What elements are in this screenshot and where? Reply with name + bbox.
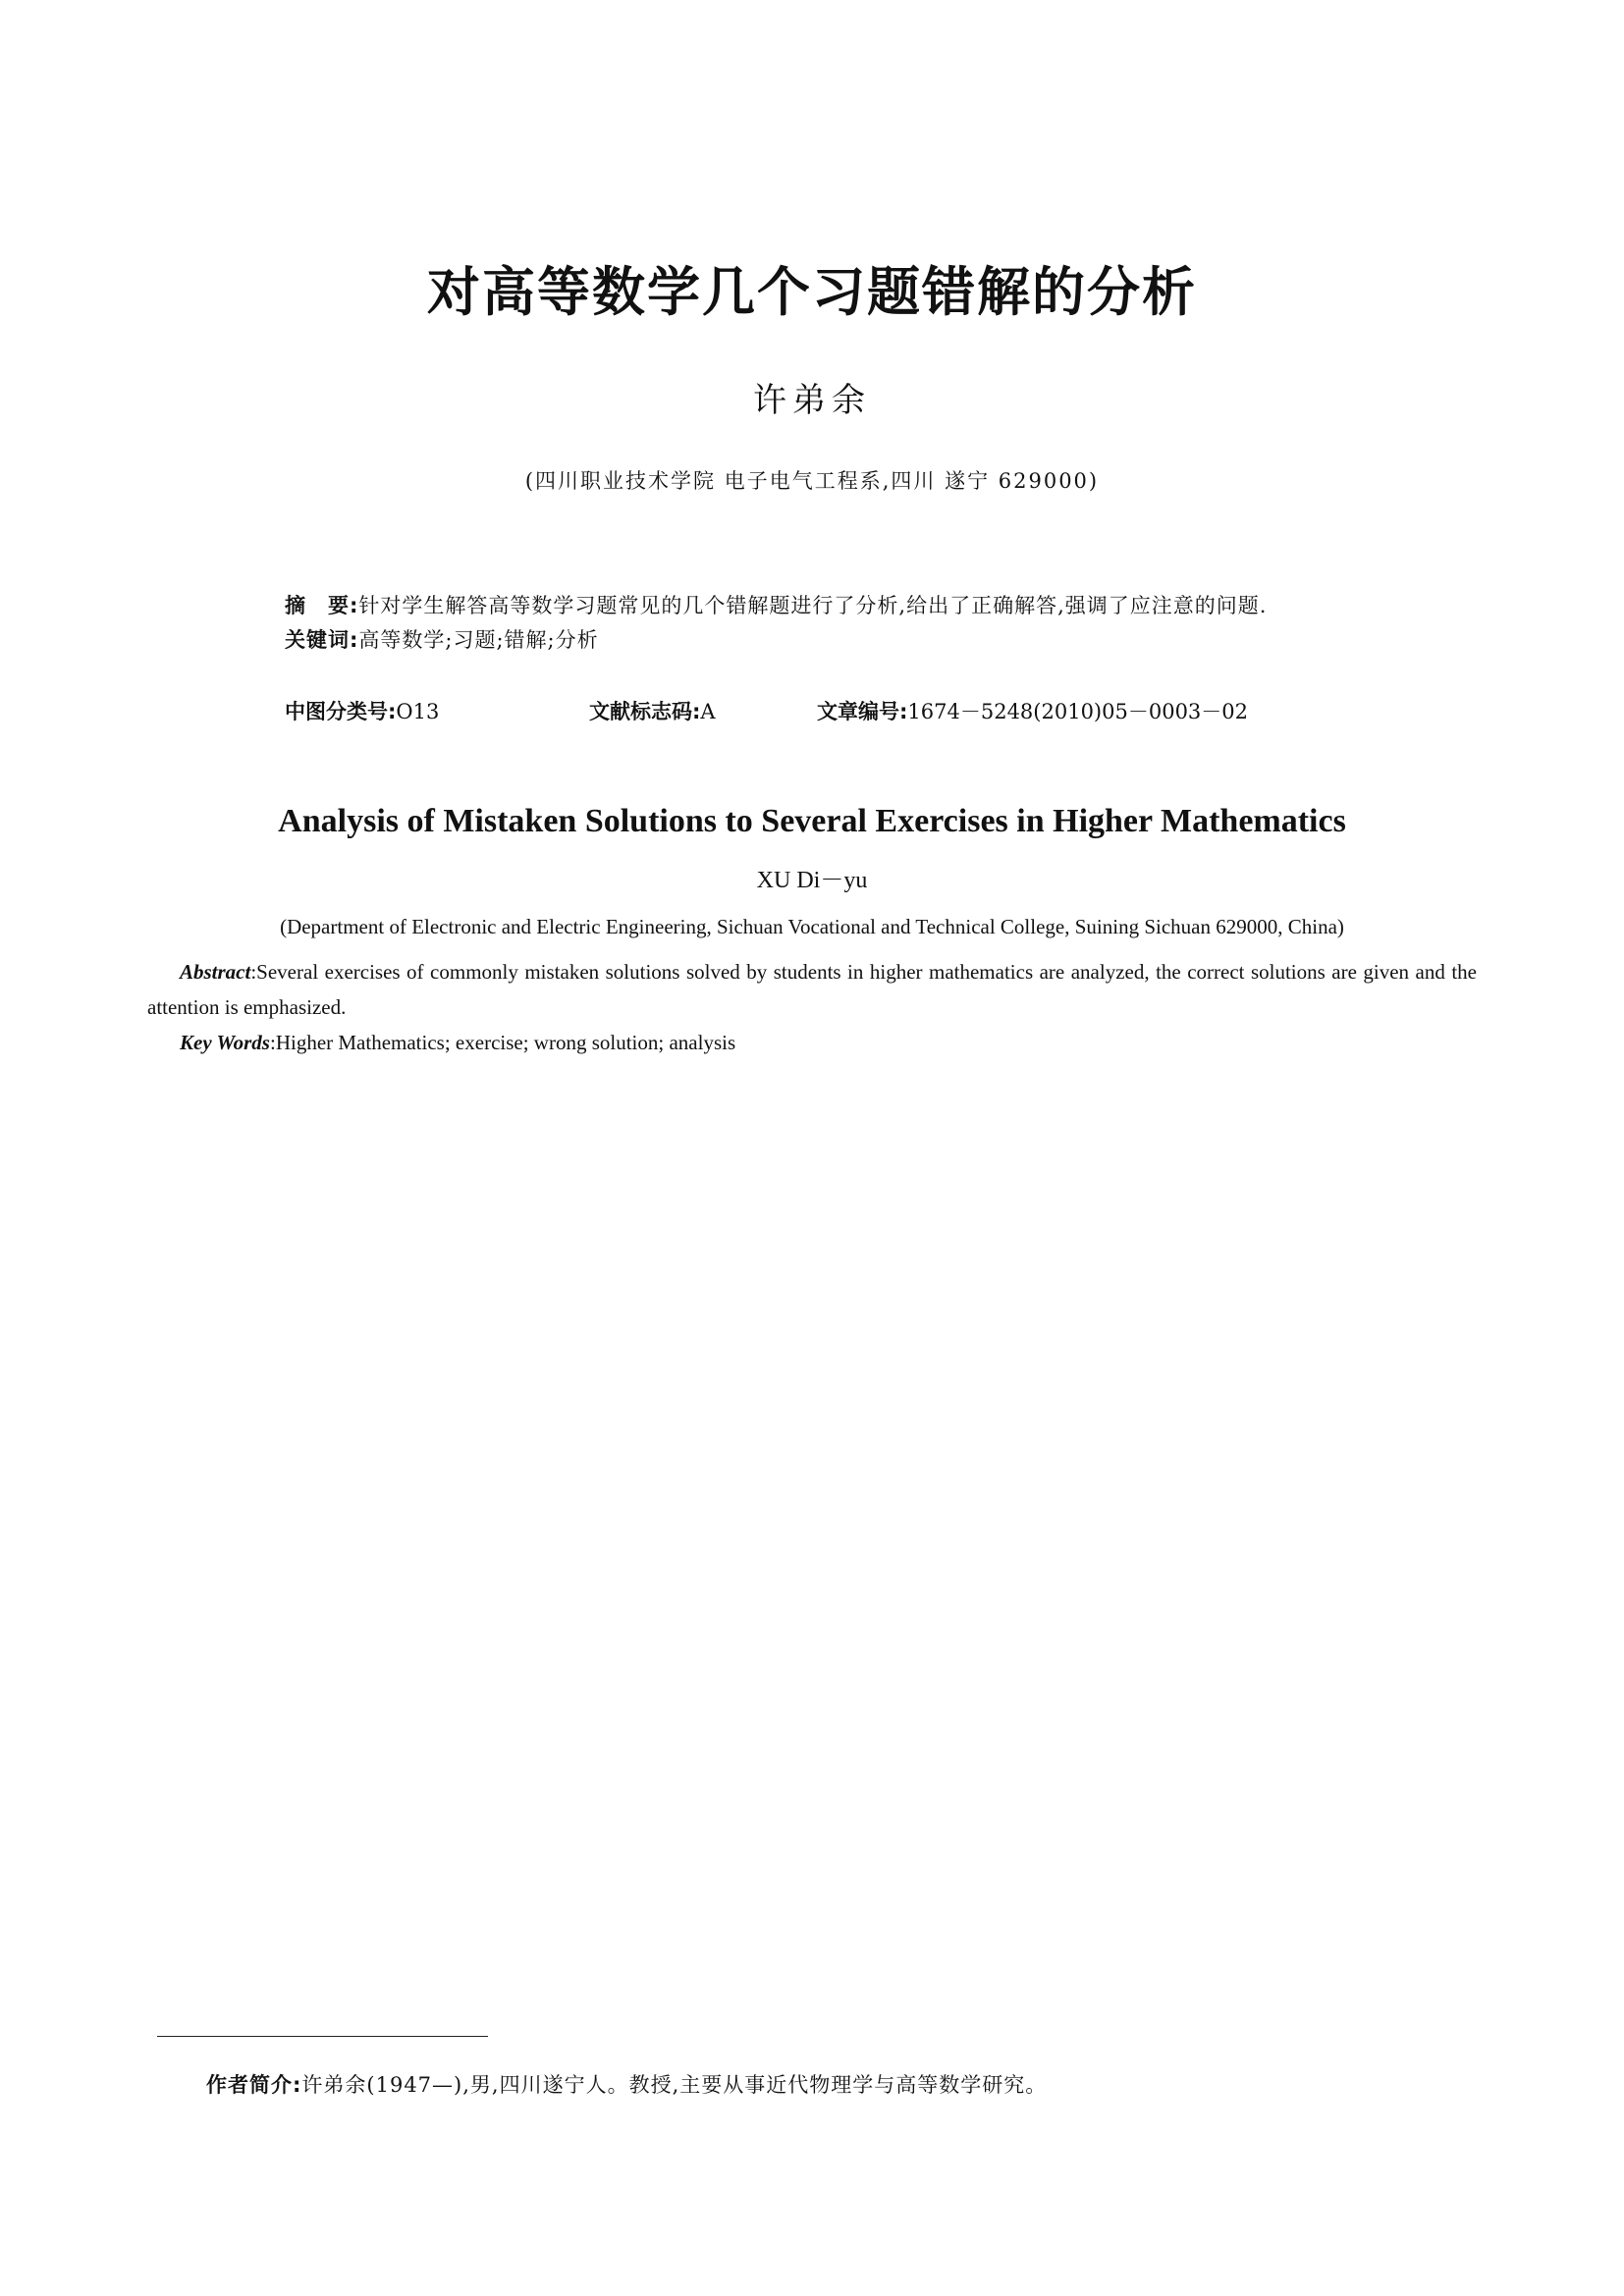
clc-value: O13 [396,700,440,723]
keywords-en [147,1025,1477,1060]
author-footnote [206,2069,1047,2099]
document-code [589,696,716,725]
paper-title-en: Analysis of Mistaken Solutions to Several Exercises in Higher Mathematics [278,803,1346,839]
keywords-label-en: Key Words [180,1031,270,1054]
affiliation-en: (Department of Electronic and Electric Engineering, Sichuan Vocational and Technical College, Suining Sichuan 629000, China) [280,915,1344,938]
keywords-cn [285,624,599,654]
author-name-cn: 许弟余 [753,381,871,420]
document-code-label: 文献标志码: [589,700,701,723]
keywords-text-en: :Higher Mathematics; exercise; wrong solution; analysis [269,1031,736,1054]
clc-label: 中图分类号: [285,700,397,723]
article-number [817,696,1248,725]
footnote-text: 许弟余(1947—),男,四川遂宁人。教授,主要从事近代物理学与高等数学研究。 [301,2073,1048,2097]
abstract-label-en: Abstract [180,960,251,984]
keywords-label-cn: 关键词: [285,628,359,652]
author-name-en: XU Di－yu [756,868,868,893]
abstract-label-cn: 摘 要: [285,594,359,617]
abstract-text-cn: 针对学生解答高等数学习题常见的几个错解题进行了分析,给出了正确解答,强调了应注意的问题. [358,594,1268,617]
paper-title-cn: 对高等数学几个习题错解的分析 [427,261,1197,323]
affiliation-cn: (四川职业技术学院 电子电气工程系,四川 遂宁 629000) [524,469,1100,493]
footnote-label: 作者简介: [206,2073,302,2097]
article-number-value: 1674－5248(2010)05－0003－02 [907,700,1249,723]
article-number-label: 文章编号: [817,700,908,723]
abstract-en [147,954,1477,1025]
clc-number [285,696,439,725]
abstract-cn [285,590,1267,619]
footnote-divider [157,2036,488,2037]
abstract-text-en: :Several exercises of commonly mistaken solutions solved by students in higher mathematics are analyzed, the correct solutions are given and the attention is emphasized. [147,960,1477,1019]
document-code-value: A [700,700,716,723]
keywords-text-cn: 高等数学;习题;错解;分析 [358,628,599,652]
